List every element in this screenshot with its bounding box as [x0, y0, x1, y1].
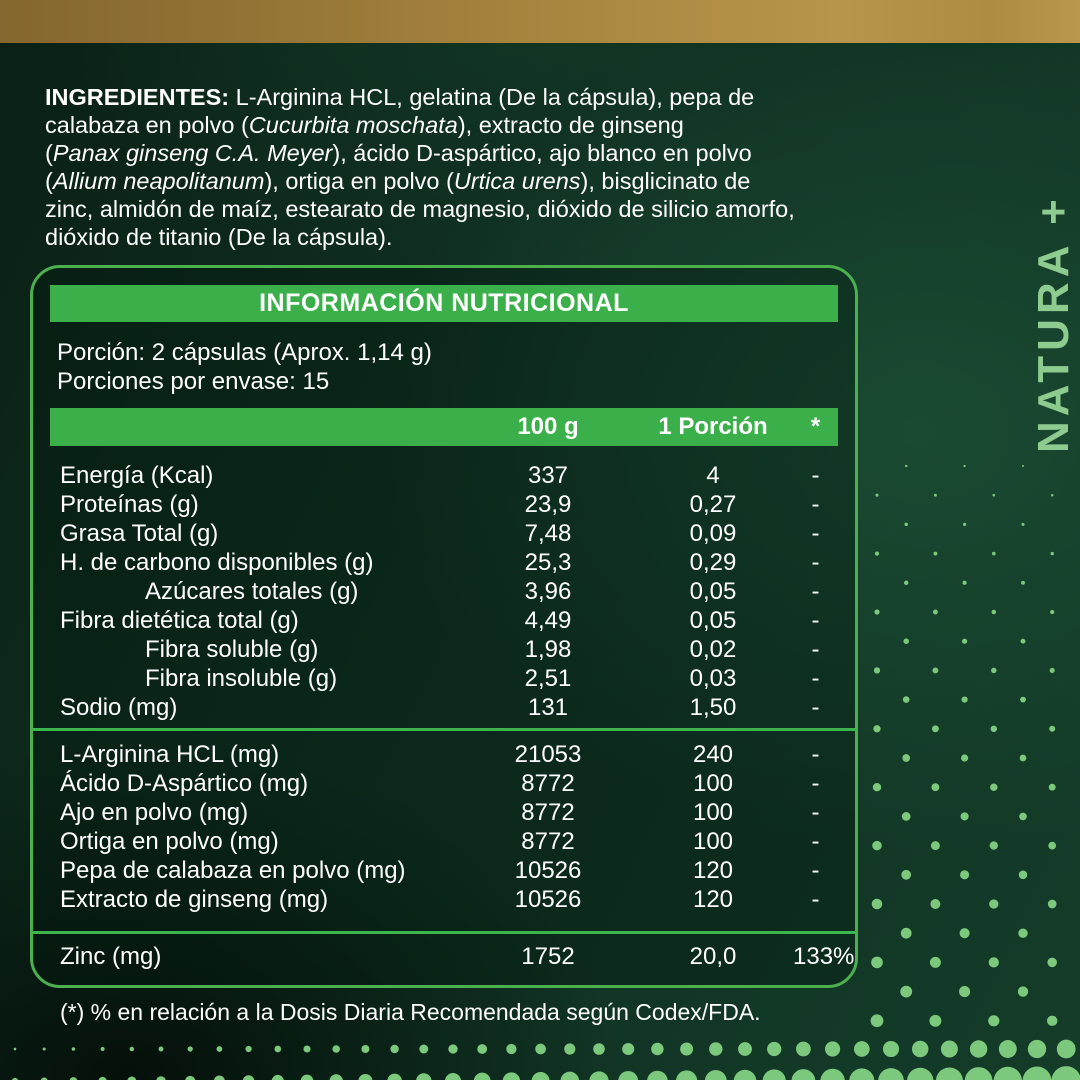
row-value-porcion: 240 — [692, 741, 734, 769]
row-value-porcion: 0,02 — [689, 635, 737, 663]
row-label: Sodio (mg) — [60, 693, 178, 721]
row-value-porcion: 0,09 — [689, 520, 737, 548]
footnote-text: (*) % en relación a la Dosis Diaria Recomendada según Codex/FDA. — [60, 999, 761, 1025]
row-value-porcion: 4 — [706, 462, 720, 490]
ingredients-segment: ), bisglicinato de — [580, 167, 751, 194]
row-value-pct: - — [811, 462, 820, 490]
ingredients-segment: ), ácido D-aspártico, ajo blanco en polvo — [332, 139, 752, 166]
row-value-porcion: 120 — [692, 885, 734, 913]
row-value-porcion: 0,03 — [689, 664, 737, 692]
ingredients-line — [45, 112, 875, 140]
row-value-100g: 8772 — [521, 799, 575, 827]
column-header-porcion: 1 Porción — [658, 413, 768, 440]
table-row — [33, 491, 855, 520]
row-label: Fibra dietética total (g) — [60, 606, 299, 634]
ingredients-text — [45, 84, 875, 251]
servings-per-container-line: Porciones por envase: 15 — [57, 368, 330, 395]
row-value-100g: 3,96 — [524, 578, 572, 605]
column-header-100g: 100 g — [517, 413, 579, 440]
row-value-100g: 10526 — [514, 857, 582, 885]
row-label: Zinc (mg) — [60, 942, 162, 970]
row-value-pct: 133% — [793, 942, 855, 970]
column-header-band — [50, 408, 838, 446]
table-row — [33, 828, 855, 857]
row-label: Energía (Kcal) — [60, 462, 214, 490]
nutrition-panel — [30, 265, 858, 988]
table-row — [33, 664, 855, 693]
ingredients-segment: Allium neapolitanum — [52, 167, 265, 194]
row-value-pct: - — [811, 799, 820, 827]
row-value-pct: - — [811, 635, 820, 663]
nutrition-title: INFORMACIÓN NUTRICIONAL — [259, 289, 629, 317]
row-value-porcion: 0,27 — [689, 491, 737, 519]
table-row — [33, 578, 855, 607]
ingredients-segment: INGREDIENTES: — [45, 84, 236, 110]
brand-vertical-text: NATURA + — [1029, 194, 1078, 454]
row-value-porcion: 0,29 — [689, 549, 737, 577]
ingredients-line — [45, 196, 875, 224]
row-label: Fibra soluble (g) — [145, 635, 319, 663]
row-value-porcion: 1,50 — [689, 693, 737, 721]
table-row — [33, 462, 855, 491]
ingredients-segment: Panax ginseng C.A. Meyer — [52, 139, 333, 166]
ingredients-line — [45, 168, 875, 196]
table-row — [33, 741, 855, 770]
serving-info — [57, 338, 855, 396]
nutrition-title-banner — [50, 285, 838, 322]
row-label: Ajo en polvo (mg) — [60, 799, 249, 827]
row-value-100g: 1,98 — [524, 635, 572, 663]
row-value-porcion: 100 — [692, 770, 734, 798]
separator-line — [33, 728, 855, 731]
row-value-100g: 10526 — [514, 885, 582, 913]
table-row — [33, 857, 855, 886]
row-value-100g: 25,3 — [524, 549, 572, 577]
row-value-pct: - — [811, 828, 820, 856]
row-value-100g: 7,48 — [524, 520, 572, 548]
separator-line — [33, 931, 855, 934]
table-row — [33, 693, 855, 722]
row-value-100g: 1752 — [521, 942, 575, 970]
row-label: Azúcares totales (g) — [145, 578, 359, 605]
ingredients-line — [45, 84, 875, 112]
row-label: Fibra insoluble (g) — [145, 664, 338, 692]
table-row — [33, 635, 855, 664]
table-row — [33, 549, 855, 578]
row-value-porcion: 120 — [692, 857, 734, 885]
table-row — [33, 799, 855, 828]
ingredients-segment: calabaza en polvo ( — [45, 111, 249, 138]
row-value-pct: - — [811, 857, 820, 885]
row-value-pct: - — [811, 491, 820, 519]
row-label: Proteínas (g) — [60, 491, 199, 519]
ingredients-line — [45, 224, 875, 252]
row-value-100g: 2,51 — [524, 664, 572, 692]
ingredients-segment: ( — [45, 167, 53, 194]
row-label: Grasa Total (g) — [60, 520, 219, 548]
table-row — [33, 942, 855, 971]
ingredients-line — [45, 140, 875, 168]
row-value-100g: 337 — [527, 462, 569, 490]
row-value-100g: 21053 — [514, 741, 582, 769]
row-label: Ortiga en polvo (mg) — [60, 828, 279, 856]
ingredients-segment: ), extracto de ginseng — [457, 111, 684, 138]
row-value-pct: - — [811, 606, 820, 634]
row-value-pct: - — [811, 693, 820, 721]
table-row — [33, 885, 855, 914]
ingredients-segment: L-Arginina HCL, gelatina (De la cápsula), pepa de — [235, 84, 755, 110]
row-value-porcion: 0,05 — [689, 578, 737, 605]
table-row — [33, 520, 855, 549]
row-label: Ácido D-Aspártico (mg) — [60, 770, 309, 798]
row-label: H. de carbono disponibles (g) — [60, 549, 374, 577]
row-value-porcion: 20,0 — [689, 942, 737, 970]
row-value-porcion: 0,05 — [689, 606, 737, 634]
row-value-pct: - — [811, 520, 820, 548]
row-value-pct: - — [811, 664, 820, 692]
ingredients-segment: dióxido de titanio (De la cápsula). — [45, 223, 393, 250]
row-value-pct: - — [811, 885, 820, 913]
row-value-porcion: 100 — [692, 799, 734, 827]
row-value-100g: 131 — [527, 693, 569, 721]
row-label: Pepa de calabaza en polvo (mg) — [60, 857, 406, 885]
row-value-100g: 8772 — [521, 770, 575, 798]
table-row — [33, 606, 855, 635]
ingredients-segment: ), ortiga en polvo ( — [264, 167, 454, 194]
serving-size-line: Porción: 2 cápsulas (Aprox. 1,14 g) — [57, 339, 432, 366]
gold-top-bar — [0, 0, 1080, 43]
ingredients-segment: zinc, almidón de maíz, estearato de magnesio, dióxido de silicio amorfo, — [45, 195, 795, 222]
ingredients-segment: Cucurbita moschata — [248, 111, 458, 138]
row-value-porcion: 100 — [692, 828, 734, 856]
row-label: Extracto de ginseng (mg) — [60, 885, 329, 913]
ingredients-segment: ( — [45, 139, 53, 166]
table-row — [33, 770, 855, 799]
column-header-asterisk: * — [810, 413, 821, 440]
ingredients-segment: Urtica urens — [453, 167, 581, 194]
row-value-100g: 4,49 — [524, 606, 572, 634]
row-value-pct: - — [811, 741, 820, 769]
nutrition-rows — [33, 462, 855, 971]
row-value-pct: - — [811, 770, 820, 798]
row-value-100g: 8772 — [521, 828, 575, 856]
row-label: L-Arginina HCL (mg) — [60, 741, 280, 769]
row-value-pct: - — [811, 549, 820, 577]
row-value-pct: - — [811, 578, 820, 605]
row-value-100g: 23,9 — [524, 491, 572, 519]
